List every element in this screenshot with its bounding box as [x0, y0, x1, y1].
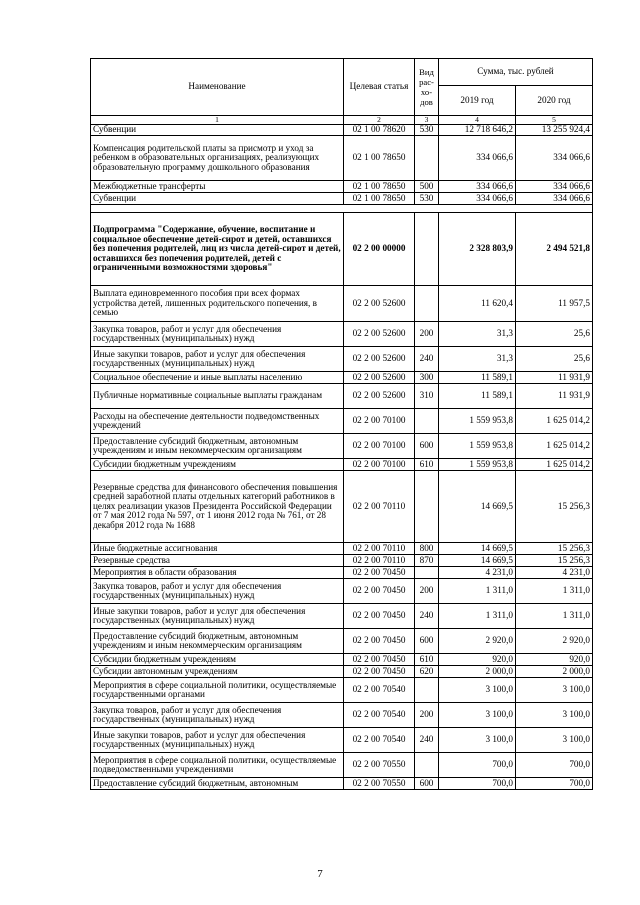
table-row — [91, 629, 593, 654]
row-code: 02 2 00 70550 — [344, 753, 415, 778]
row-amount-2019: 2 920,0 — [439, 629, 516, 654]
row-name: Иные закупки товаров, работ и услуг для обеспечения государственных (муниципальных) нужд — [91, 604, 344, 629]
row-name: Субсидии бюджетным учреждениям — [91, 654, 344, 666]
row-vid: 530 — [415, 193, 439, 205]
row-amount-2019: 3 100,0 — [439, 678, 516, 703]
row-name: Компенсация родительской платы за присмотр и уход за ребенком в образовательных организациях, реализующих образовательную программу дошкольного образования — [91, 136, 344, 181]
row-vid: 610 — [415, 459, 439, 471]
row-amount-2020: 700,0 — [516, 753, 593, 778]
row-vid: 600 — [415, 434, 439, 459]
page-number: 7 — [317, 868, 323, 880]
row-name: Субвенции — [91, 125, 344, 136]
row-amount-2019: 11 589,1 — [439, 384, 516, 409]
row-amount-2019: 334 066,6 — [439, 193, 516, 205]
row-amount-2020: 15 256,3 — [516, 555, 593, 567]
row-vid — [415, 471, 439, 543]
row-amount-2019: 31,3 — [439, 347, 516, 372]
row-vid: 600 — [415, 629, 439, 654]
row-code: 02 2 00 70100 — [344, 434, 415, 459]
row-code: 02 2 00 70450 — [344, 629, 415, 654]
row-amount-2020: 3 100,0 — [516, 678, 593, 703]
row-code: 02 2 00 70450 — [344, 579, 415, 604]
row-vid: 240 — [415, 728, 439, 753]
row-name: Закупка товаров, работ и услуг для обеспечения государственных (муниципальных) нужд — [91, 703, 344, 728]
budget-table — [90, 58, 593, 790]
row-name: Предоставление субсидий бюджетным, автономным — [91, 778, 344, 790]
row-amount-2019: 11 620,4 — [439, 286, 516, 322]
row-amount-2019: 334 066,6 — [439, 181, 516, 193]
header-num-4: 4 — [439, 116, 516, 125]
header-sum: Сумма, тыс. рублей — [439, 59, 593, 86]
row-code: 02 2 00 52600 — [344, 347, 415, 372]
row-amount-2019: 700,0 — [439, 753, 516, 778]
row-amount-2020: 2 000,0 — [516, 666, 593, 678]
row-amount-2020: 25,6 — [516, 322, 593, 347]
row-amount-2020: 2 920,0 — [516, 629, 593, 654]
table-row — [91, 555, 593, 567]
row-amount-2020: 1 625 014,2 — [516, 409, 593, 434]
row-amount-2020: 3 100,0 — [516, 703, 593, 728]
row-code: 02 2 00 52600 — [344, 384, 415, 409]
row-vid: 240 — [415, 604, 439, 629]
row-amount-2020: 11 931,9 — [516, 384, 593, 409]
row-amount-2020: 1 625 014,2 — [516, 434, 593, 459]
row-amount-2019: 11 589,1 — [439, 372, 516, 384]
row-code: 02 2 00 70100 — [344, 409, 415, 434]
row-amount-2020: 11 957,5 — [516, 286, 593, 322]
row-code: 02 2 00 52600 — [344, 322, 415, 347]
row-code: 02 2 00 70110 — [344, 543, 415, 555]
table-row — [91, 728, 593, 753]
table-row — [91, 753, 593, 778]
row-amount-2020: 700,0 — [516, 778, 593, 790]
table-row — [91, 434, 593, 459]
row-amount-2019: 1 311,0 — [439, 579, 516, 604]
table-row — [91, 703, 593, 728]
row-name: Иные бюджетные ассигнования — [91, 543, 344, 555]
header-code: Целевая статья — [344, 59, 415, 116]
spacer-row — [91, 205, 593, 213]
table-row — [91, 213, 593, 286]
row-amount-2019: 1 559 953,8 — [439, 434, 516, 459]
row-code: 02 2 00 70550 — [344, 778, 415, 790]
table-row — [91, 604, 593, 629]
table-row — [91, 372, 593, 384]
row-code: 02 2 00 52600 — [344, 286, 415, 322]
row-name: Расходы на обеспечение деятельности подведомственных учреждений — [91, 409, 344, 434]
header-name: Наименование — [91, 59, 344, 116]
row-name: Мероприятия в сфере социальной политики, осуществляемые подведомственными учреждениями — [91, 753, 344, 778]
table-row — [91, 459, 593, 471]
row-name: Публичные нормативные социальные выплаты гражданам — [91, 384, 344, 409]
row-code: 02 2 00 70110 — [344, 555, 415, 567]
row-code: 02 1 00 78650 — [344, 136, 415, 181]
row-name: Субсидии автономным учреждениям — [91, 666, 344, 678]
row-amount-2019: 700,0 — [439, 778, 516, 790]
row-amount-2019: 14 669,5 — [439, 471, 516, 543]
row-amount-2020: 4 231,0 — [516, 567, 593, 579]
row-code: 02 2 00 70540 — [344, 678, 415, 703]
row-name: Выплата единовременного пособия при всех формах устройства детей, лишенных родительского попечения, в семью — [91, 286, 344, 322]
table-row — [91, 286, 593, 322]
row-amount-2020: 25,6 — [516, 347, 593, 372]
row-vid — [415, 286, 439, 322]
row-amount-2019: 1 559 953,8 — [439, 459, 516, 471]
row-code: 02 1 00 78650 — [344, 193, 415, 205]
table-row — [91, 347, 593, 372]
row-name: Социальное обеспечение и иные выплаты населению — [91, 372, 344, 384]
row-code: 02 2 00 70100 — [344, 459, 415, 471]
header-year-2019: 2019 год — [439, 86, 516, 116]
row-name: Иные закупки товаров, работ и услуг для обеспечения государственных (муниципальных) нужд — [91, 728, 344, 753]
row-amount-2020: 15 256,3 — [516, 471, 593, 543]
row-amount-2020: 334 066,6 — [516, 193, 593, 205]
row-amount-2019: 14 669,5 — [439, 555, 516, 567]
row-amount-2020: 3 100,0 — [516, 728, 593, 753]
row-vid: 310 — [415, 384, 439, 409]
table-header — [91, 59, 593, 125]
row-name: Резервные средства — [91, 555, 344, 567]
row-amount-2019: 3 100,0 — [439, 703, 516, 728]
row-name: Предоставление субсидий бюджетным, автономным учреждениям и иным некоммерческим организациям — [91, 629, 344, 654]
row-amount-2020: 11 931,9 — [516, 372, 593, 384]
table-row — [91, 471, 593, 543]
header-year-2020: 2020 год — [516, 86, 593, 116]
row-amount-2019: 920,0 — [439, 654, 516, 666]
row-code: 02 1 00 78620 — [344, 125, 415, 136]
table-row — [91, 409, 593, 434]
row-vid — [415, 753, 439, 778]
row-code: 02 1 00 78650 — [344, 181, 415, 193]
row-vid — [415, 136, 439, 181]
row-vid: 240 — [415, 347, 439, 372]
table-body — [91, 125, 593, 790]
header-num-1: 1 — [91, 116, 344, 125]
row-name: Иные закупки товаров, работ и услуг для обеспечения государственных (муниципальных) нужд — [91, 347, 344, 372]
table-row — [91, 678, 593, 703]
row-name: Закупка товаров, работ и услуг для обеспечения государственных (муниципальных) нужд — [91, 322, 344, 347]
row-amount-2019: 14 669,5 — [439, 543, 516, 555]
row-code: 02 2 00 52600 — [344, 372, 415, 384]
row-name: Мероприятия в сфере социальной политики, осуществляемые государственными органами — [91, 678, 344, 703]
row-code: 02 2 00 70450 — [344, 567, 415, 579]
row-amount-2020: 13 255 924,4 — [516, 125, 593, 136]
row-vid: 530 — [415, 125, 439, 136]
table-row — [91, 181, 593, 193]
row-code: 02 2 00 70450 — [344, 654, 415, 666]
row-code: 02 2 00 70110 — [344, 471, 415, 543]
spacer-cell — [91, 205, 593, 213]
row-amount-2020: 1 311,0 — [516, 579, 593, 604]
row-amount-2020: 15 256,3 — [516, 543, 593, 555]
header-num-5: 5 — [516, 116, 593, 125]
row-vid — [415, 567, 439, 579]
table-row — [91, 384, 593, 409]
row-code: 02 2 00 00000 — [344, 213, 415, 286]
table-row — [91, 125, 593, 136]
row-vid: 200 — [415, 579, 439, 604]
row-name: Закупка товаров, работ и услуг для обеспечения государственных (муниципальных) нужд — [91, 579, 344, 604]
row-name: Мероприятия в области образования — [91, 567, 344, 579]
row-amount-2019: 31,3 — [439, 322, 516, 347]
row-code: 02 2 00 70450 — [344, 604, 415, 629]
row-amount-2020: 920,0 — [516, 654, 593, 666]
row-vid — [415, 409, 439, 434]
row-vid: 620 — [415, 666, 439, 678]
row-vid — [415, 678, 439, 703]
row-amount-2019: 2 000,0 — [439, 666, 516, 678]
row-amount-2020: 2 494 521,8 — [516, 213, 593, 286]
row-amount-2019: 3 100,0 — [439, 728, 516, 753]
row-vid — [415, 213, 439, 286]
table-row — [91, 136, 593, 181]
row-vid: 600 — [415, 778, 439, 790]
table-row — [91, 666, 593, 678]
header-num-2: 2 — [344, 116, 415, 125]
row-name: Субвенции — [91, 193, 344, 205]
row-amount-2019: 334 066,6 — [439, 136, 516, 181]
row-amount-2019: 1 311,0 — [439, 604, 516, 629]
header-vid: Вид рас-хо-дов — [415, 59, 439, 116]
row-amount-2020: 1 311,0 — [516, 604, 593, 629]
table-row — [91, 654, 593, 666]
row-amount-2020: 1 625 014,2 — [516, 459, 593, 471]
row-vid: 300 — [415, 372, 439, 384]
table-row — [91, 322, 593, 347]
row-amount-2019: 1 559 953,8 — [439, 409, 516, 434]
row-code: 02 2 00 70450 — [344, 666, 415, 678]
row-vid: 610 — [415, 654, 439, 666]
table-row — [91, 778, 593, 790]
row-code: 02 2 00 70540 — [344, 728, 415, 753]
row-vid: 870 — [415, 555, 439, 567]
header-num-3: 3 — [415, 116, 439, 125]
row-vid: 200 — [415, 703, 439, 728]
row-vid: 500 — [415, 181, 439, 193]
row-amount-2020: 334 066,6 — [516, 181, 593, 193]
table-row — [91, 543, 593, 555]
row-name: Субсидии бюджетным учреждениям — [91, 459, 344, 471]
row-name: Подпрограмма "Содержание, обучение, воспитание и социальное обеспечение детей-сирот и детей, оставшихся без попечения родителей, лиц из числа детей-сирот и детей, оставшихся без попечения родителей, детей с ограниченными возможностями здоровья" — [91, 213, 344, 286]
table-row — [91, 193, 593, 205]
row-amount-2019: 4 231,0 — [439, 567, 516, 579]
row-name: Резервные средства для финансового обеспечения повышения средней заработной платы отдельных категорий работников в целях реализации указов Президента Российской Федерации от 7 мая 2012 года № 597, от 1 июня 2012 года № 761, от 28 декабря 2012 года № 1688 — [91, 471, 344, 543]
row-amount-2019: 12 718 646,2 — [439, 125, 516, 136]
row-name: Межбюджетные трансферты — [91, 181, 344, 193]
table-row — [91, 579, 593, 604]
row-vid: 800 — [415, 543, 439, 555]
row-amount-2020: 334 066,6 — [516, 136, 593, 181]
table-row — [91, 567, 593, 579]
row-amount-2019: 2 328 803,9 — [439, 213, 516, 286]
row-name: Предоставление субсидий бюджетным, автономным учреждениям и иным некоммерческим организациям — [91, 434, 344, 459]
row-vid: 200 — [415, 322, 439, 347]
row-code: 02 2 00 70540 — [344, 703, 415, 728]
